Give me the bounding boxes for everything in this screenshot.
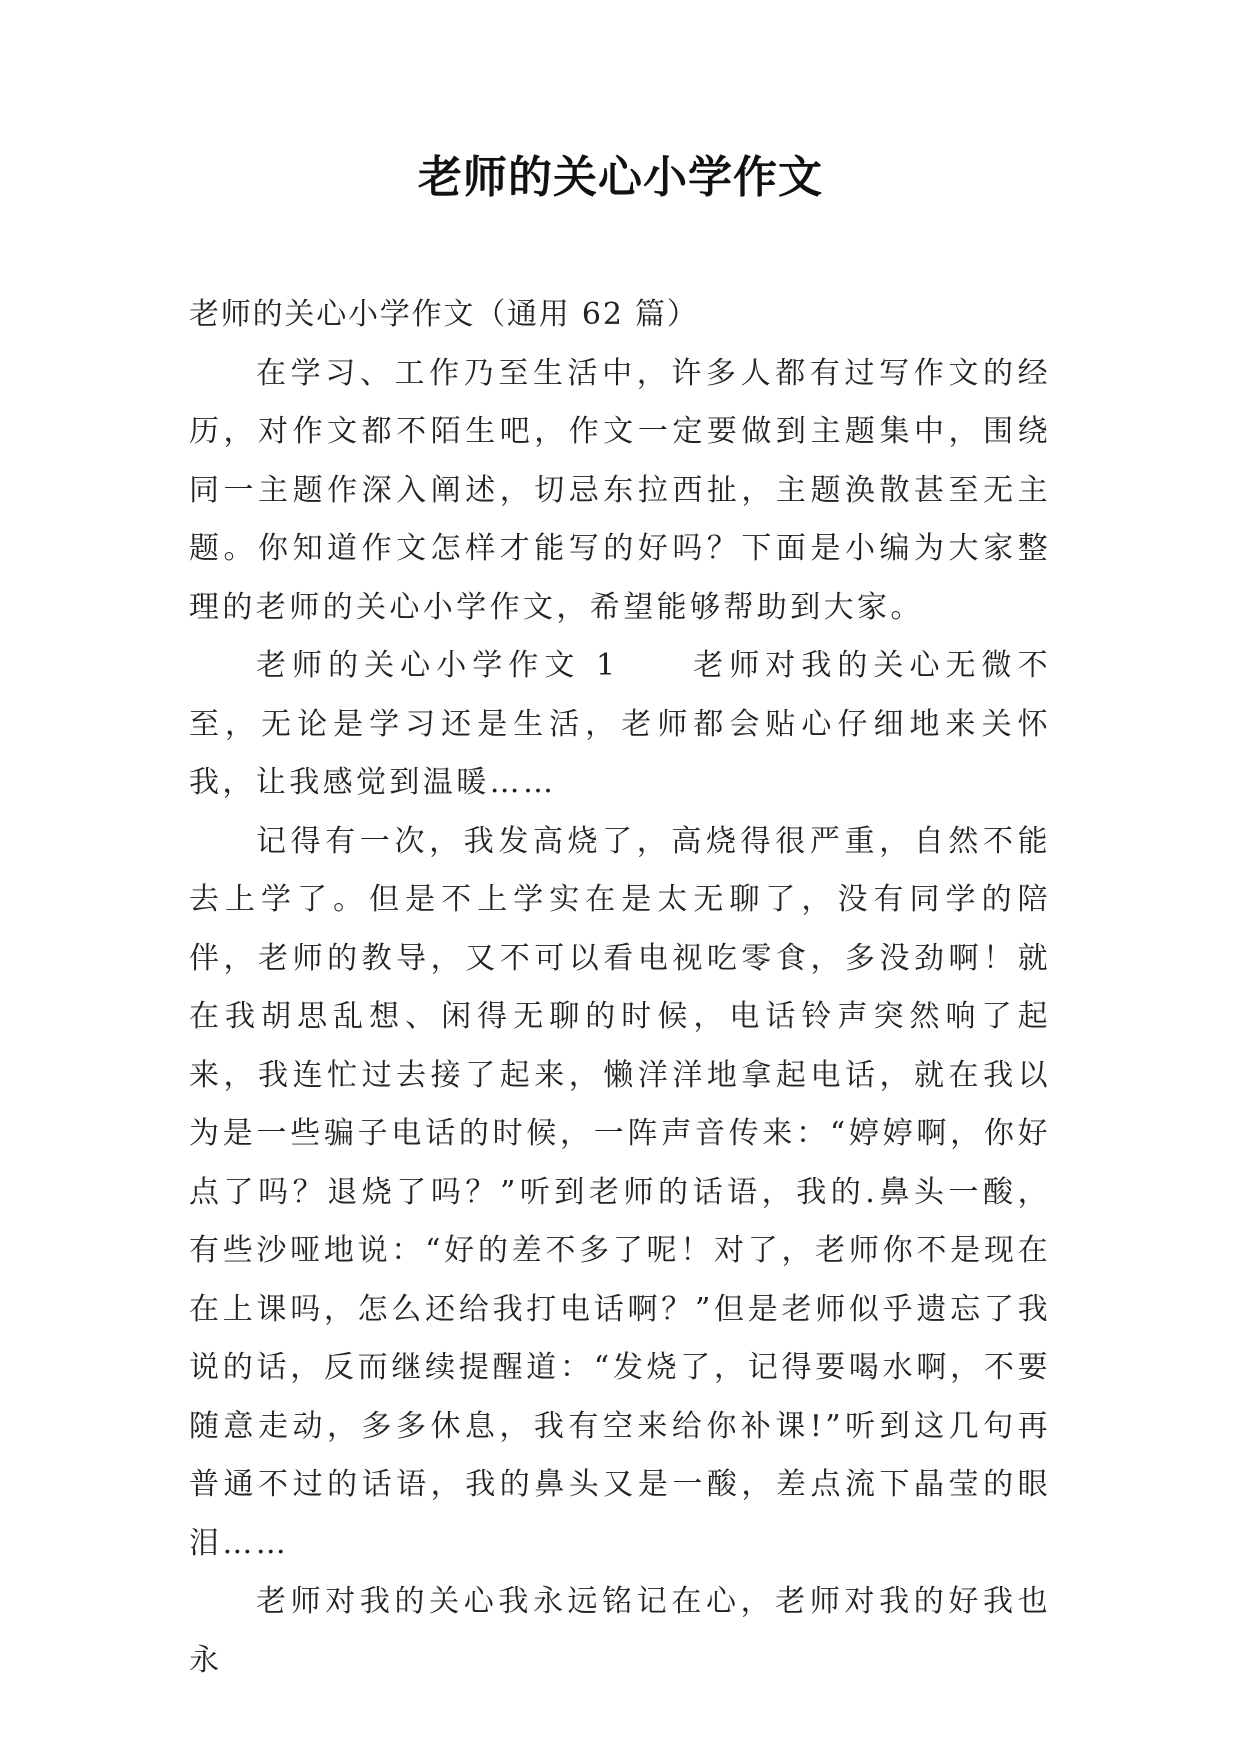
document-title: 老师的关心小学作文 [418, 152, 823, 203]
document-subtitle: 老师的关心小学作文（通用 62 篇） [189, 297, 699, 332]
document-body [189, 286, 1051, 1690]
paragraph-essay-1-opening: 老师的关心小学作文 1 老师对我的关心无微不至，无论是学习还是生活，老师都会贴心仔细地来关怀我，让我感觉到温暖…… [189, 648, 1051, 800]
paragraph-story: 记得有一次，我发高烧了，高烧得很严重，自然不能去上学了。但是不上学实在是太无聊了，没有同学的陪伴，老师的教导，又不可以看电视吃零食，多没劲啊！就在我胡思乱想、闲得无聊的时候，电话铃声突然响了起来，我连忙过去接了起来，懒洋洋地拿起电话，就在我以为是一些骗子电话的时候，一阵声音传来：“婷婷啊，你好点了吗？退烧了吗？”听到老师的话语，我的.鼻头一酸，有些沙哑地说：“好的差不多了呢！对了，老师你不是现在在上课吗，怎么还给我打电话啊？”但是老师似乎遗忘了我说的话，反而继续提醒道：“发烧了，记得要喝水啊，不要随意走动，多多休息，我有空来给你补课!”听到这几句再普通不过的话语，我的鼻头又是一酸，差点流下晶莹的眼泪…… [189, 823, 1051, 1561]
paragraph-closing: 老师对我的关心我永远铭记在心，老师对我的好我也永 [189, 1584, 1051, 1678]
paragraph-intro: 在学习、工作乃至生活中，许多人都有过写作文的经历，对作文都不陌生吧，作文一定要做到主题集中，围绕同一主题作深入阐述，切忌东拉西扯，主题涣散甚至无主题。你知道作文怎样才能写的好吗？下面是小编为大家整理的老师的关心小学作文，希望能够帮助到大家。 [189, 355, 1051, 625]
